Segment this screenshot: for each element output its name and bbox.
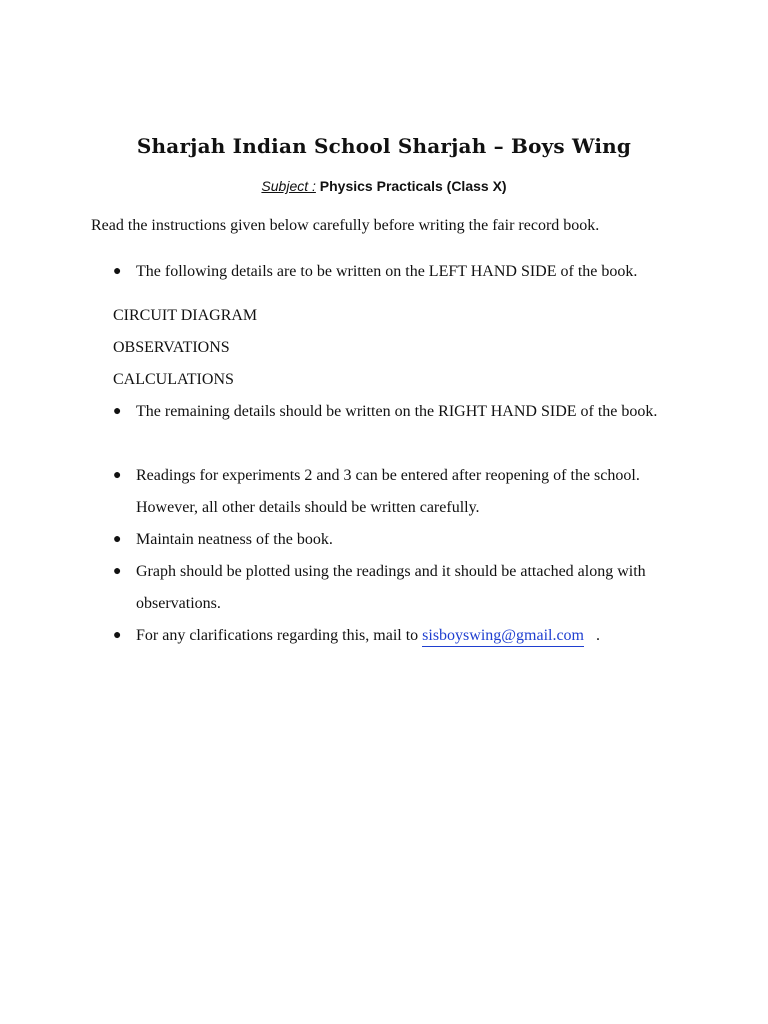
- bullet-text: Maintain neatness of the book.: [136, 531, 333, 548]
- subject-line: [0, 178, 768, 194]
- contact-suffix: .: [596, 627, 600, 644]
- bullet-dot: ●: [113, 532, 122, 547]
- bullet-dot: ●: [113, 264, 122, 279]
- bullet-text: [136, 620, 696, 652]
- bullet-dot: ●: [113, 404, 122, 419]
- bullet-dot: ●: [113, 564, 122, 579]
- left-item-circuit-diagram: CIRCUIT DIAGRAM: [113, 307, 258, 324]
- bullet-dot: ●: [113, 628, 122, 643]
- bullet-text: The remaining details should be written on the RIGHT HAND SIDE of the book.: [136, 403, 658, 420]
- bullet-text: Readings for experiments 2 and 3 can be entered after reopening of the school. However, all other details should be written carefully.: [136, 467, 640, 516]
- subject-label: Subject :: [261, 178, 316, 194]
- subject-value: Physics Practicals (Class X): [319, 178, 507, 194]
- left-item-calculations: CALCULATIONS: [113, 371, 234, 388]
- document-title: Sharjah Indian School Sharjah – Boys Wing: [136, 134, 632, 158]
- bullet-text: The following details are to be written on the LEFT HAND SIDE of the book.: [136, 263, 638, 280]
- bullet-dot: ●: [113, 468, 122, 483]
- bullet-text: Graph should be plotted using the readings and it should be attached along with observations.: [136, 563, 646, 612]
- intro-text: Read the instructions given below carefully before writing the fair record book.: [91, 217, 600, 234]
- left-item-observations: OBSERVATIONS: [113, 339, 230, 356]
- email-link[interactable]: sisboyswing@gmail.com: [422, 627, 584, 647]
- contact-prefix: For any clarifications regarding this, mail to: [136, 627, 419, 644]
